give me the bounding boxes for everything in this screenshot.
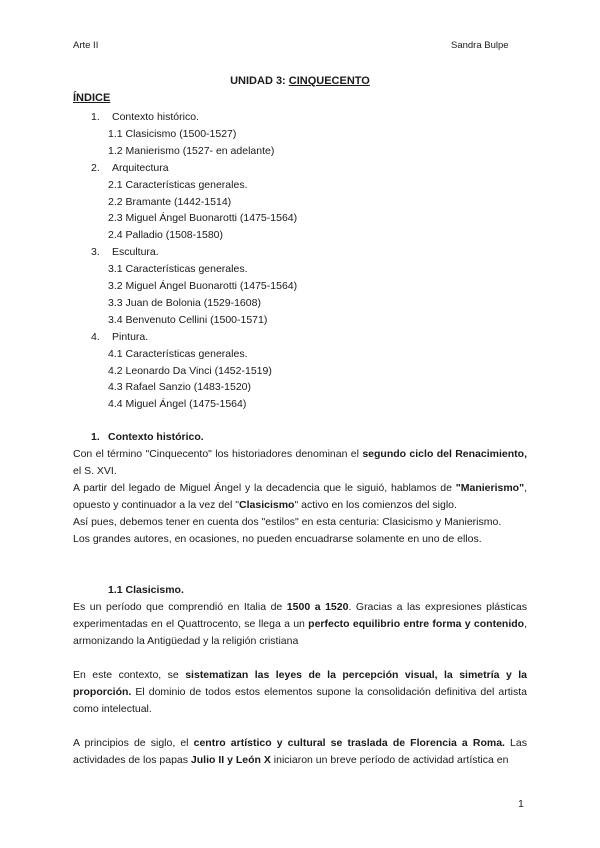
text-run-bold: centro artístico y cultural se traslada de Florencia a Roma.	[193, 737, 505, 749]
text-run: A principios de siglo, el	[73, 737, 194, 749]
toc-subitem: 3.3 Juan de Bolonia (1529-1608)	[108, 296, 261, 309]
section-1-body	[73, 446, 527, 548]
toc-subitem: 4.1 Características generales.	[108, 347, 248, 360]
toc-subitem: 1.2 Manierismo (1527- en adelante)	[108, 144, 275, 157]
title-topic: CINQUECENTO	[288, 75, 370, 87]
text-run: , opuesto y continuador a la vez del "	[73, 482, 527, 511]
text-run: . Gracias a las expresiones plásticas experimentadas en el Quattrocento, se llega a un	[73, 601, 527, 630]
toc-subitem: 4.4 Miguel Ángel (1475-1564)	[108, 398, 247, 411]
text-run-bold: "Manierismo"	[455, 482, 525, 494]
paragraph	[73, 735, 527, 769]
toc-subitem: 3.1 Características generales.	[108, 263, 248, 276]
paragraph: Los grandes autores, en ocasiones, no pueden encuadrarse solamente en uno de ellos.	[73, 533, 482, 545]
toc-item-number: 4.	[91, 330, 100, 343]
toc-item-label: Contexto histórico.	[112, 111, 199, 123]
text-run: , armonizando la Antigüedad y la religión cristiana	[73, 618, 527, 647]
title-prefix: UNIDAD 3:	[230, 75, 289, 87]
header-right: Sandra Bulpe	[451, 40, 509, 51]
text-run: En este contexto, se	[73, 669, 186, 681]
text-run-bold: sistematizan las leyes de la percepción visual, la simetría y la proporción.	[73, 669, 527, 698]
toc-subitem: 3.2 Miguel Ángel Buonarotti (1475-1564)	[108, 280, 298, 292]
toc-subitem: 4.3 Rafael Sanzio (1483-1520)	[108, 381, 252, 394]
paragraph	[73, 599, 527, 650]
page-title	[0, 75, 600, 87]
toc-subitem: 1.1 Clasicismo (1500-1527)	[108, 127, 237, 140]
section-1-1-body	[73, 599, 527, 769]
toc-subitem: 2.3 Miguel Ángel Buonarotti (1475-1564)	[108, 212, 298, 225]
text-run-bold: perfecto equilibrio entre forma y contenido	[308, 618, 525, 630]
toc-subitem: 2.4 Palladio (1508-1580)	[108, 229, 223, 242]
toc-subitem: 3.4 Benvenuto Cellini (1500-1571)	[108, 313, 268, 326]
paragraph	[73, 480, 527, 514]
header-left: Arte II	[73, 40, 99, 51]
toc-subitem: 2.2 Bramante (1442-1514)	[108, 195, 232, 208]
text-run: Es un período que comprendió en Italia de	[73, 601, 287, 613]
toc-item-number: 2.	[91, 161, 100, 174]
toc-item-number: 1.	[91, 111, 100, 123]
toc-item-number: 3.	[91, 246, 100, 259]
page-number: 1	[518, 798, 524, 810]
text-run: A partir del legado de Miguel Ángel y la decadencia que le siguió, hablamos de	[73, 482, 456, 494]
text-run: " activo en los comienzos del siglo.	[294, 499, 457, 511]
toc-item-label: Escultura.	[112, 246, 159, 259]
text-run: Con el término "Cinquecento" los historiadores denominan el	[73, 448, 363, 460]
toc-item-label: Pintura.	[112, 330, 149, 343]
paragraph: Así pues, debemos tener en cuenta dos "estilos" en esta centuria: Clasicismo y Manierismo.	[73, 516, 502, 528]
text-run-bold: segundo ciclo del Renacimiento,	[362, 448, 527, 460]
section-1-number: 1.	[91, 431, 100, 443]
toc-subitem: 4.2 Leonardo Da Vinci (1452-1519)	[108, 364, 272, 377]
paragraph	[73, 446, 527, 480]
toc-item-label: Arquitectura	[112, 161, 169, 174]
paragraph	[73, 667, 527, 718]
toc-subitem: 2.1 Características generales.	[108, 178, 248, 191]
indice-heading: ÍNDICE	[73, 92, 111, 104]
text-run-bold: 1500 a 1520	[286, 601, 349, 613]
text-run-bold: Julio II y León X	[190, 754, 271, 766]
text-run: El dominio de todos estos elementos supone la consolidación definitiva del artista como intelectual.	[73, 686, 527, 715]
text-run: iniciaron un breve período de actividad artística en	[270, 754, 509, 766]
text-run: Las actividades de los papas	[73, 737, 527, 766]
section-1-1-heading: 1.1 Clasicismo.	[108, 584, 184, 596]
text-run: el S. XVI.	[73, 465, 117, 477]
text-run-bold: Clasicismo	[239, 499, 295, 511]
section-1-heading: Contexto histórico.	[108, 431, 204, 443]
